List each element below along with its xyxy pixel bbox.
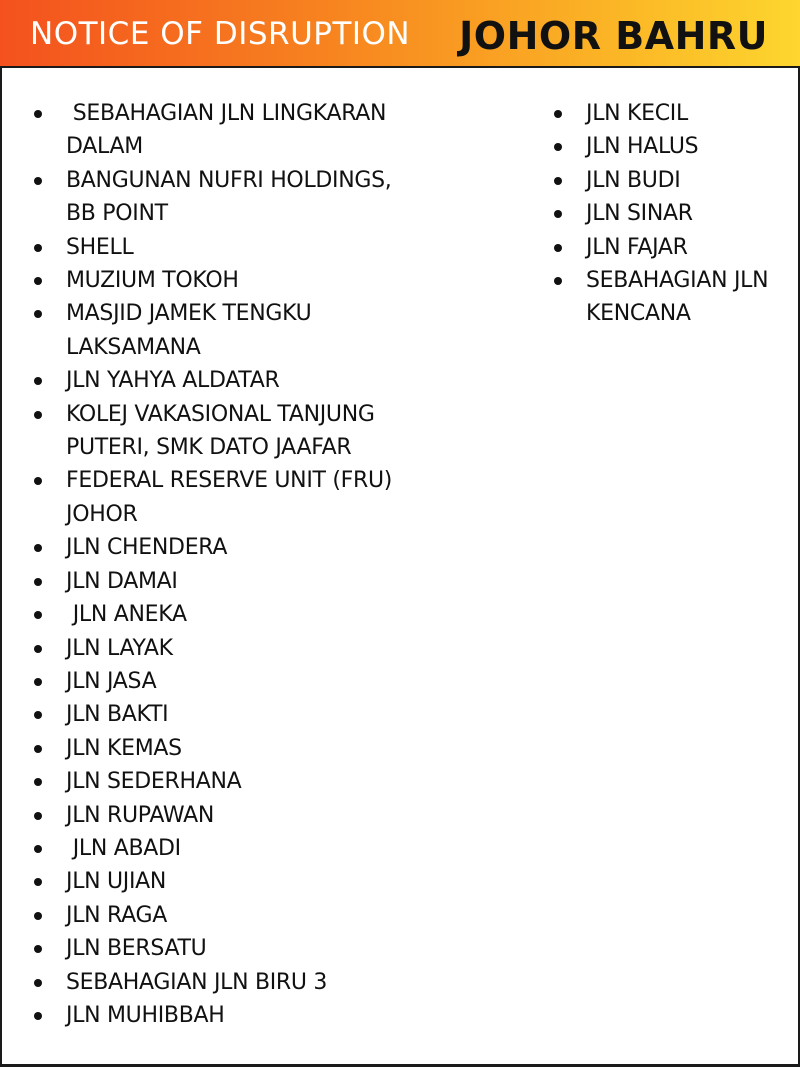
list-item-label: JLN MUHIBBAH — [66, 1002, 225, 1028]
list-item-label: JLN SINAR — [586, 201, 693, 227]
list-item-label: JLN FAJAR — [586, 234, 688, 260]
list-item — [32, 97, 432, 164]
list-item — [32, 464, 432, 531]
list-item-label: JLN LAYAK — [66, 635, 173, 661]
list-item — [32, 698, 432, 731]
list-item — [32, 665, 432, 698]
list-item — [32, 164, 432, 231]
list-item — [552, 97, 800, 130]
list-item-label: BANGUNAN NUFRI HOLDINGS, BB POINT — [66, 167, 392, 227]
list-item — [32, 531, 432, 564]
notice-header — [0, 0, 800, 68]
list-item — [552, 164, 800, 197]
list-item-label: JLN KEMAS — [66, 735, 182, 761]
list-item-label: JLN ANEKA — [66, 602, 187, 628]
list-item — [32, 598, 432, 631]
list-item — [552, 231, 800, 264]
list-item-label: JLN CHENDERA — [66, 535, 228, 561]
list-item — [32, 231, 432, 264]
list-item-label: JLN JASA — [66, 668, 157, 694]
list-item — [32, 799, 432, 832]
location-title: JOHOR BAHRU — [459, 14, 768, 58]
list-item-label: JLN BAKTI — [66, 702, 169, 728]
list-item — [552, 197, 800, 230]
list-item-label: JLN UJIAN — [66, 869, 167, 895]
list-item — [32, 966, 432, 999]
list-item-label: JLN BERSATU — [66, 936, 207, 962]
list-item-label: SEBAHAGIAN JLN KENCANA — [586, 268, 769, 327]
list-item — [32, 865, 432, 898]
list-item-label: JLN ABADI — [66, 835, 181, 861]
affected-areas-list-right — [552, 97, 800, 331]
notice-title: NOTICE OF DISRUPTION — [30, 16, 411, 52]
list-item — [32, 832, 432, 865]
list-item-label: JLN BUDI — [586, 167, 681, 193]
list-item-label: MASJID JAMEK TENGKU LAKSAMANA — [66, 301, 312, 360]
list-item — [32, 364, 432, 397]
list-item-label: JLN RUPAWAN — [66, 802, 215, 828]
list-item — [32, 932, 432, 965]
list-item-label: JLN SEDERHANA — [66, 769, 242, 795]
list-item-label: SEBAHAGIAN JLN LINGKARAN DALAM — [66, 101, 387, 160]
list-item — [32, 765, 432, 798]
list-item-label: JLN YAHYA ALDATAR — [66, 368, 280, 394]
list-item-label: FEDERAL RESERVE UNIT (FRU) JOHOR — [66, 468, 393, 527]
list-item — [32, 297, 432, 364]
list-item — [32, 398, 432, 465]
list-item-label: SHELL — [66, 234, 134, 260]
list-item — [32, 565, 432, 598]
affected-areas-list-left — [32, 97, 432, 1032]
list-item — [32, 999, 432, 1032]
list-item — [32, 732, 432, 765]
list-item — [32, 264, 432, 297]
list-item — [32, 899, 432, 932]
list-item-label: JLN RAGA — [66, 902, 167, 928]
list-item — [552, 264, 800, 331]
list-item-label: JLN KECIL — [586, 101, 688, 126]
list-item-label: SEBAHAGIAN JLN BIRU 3 — [66, 969, 328, 995]
list-item-label: KOLEJ VAKASIONAL TANJUNG PUTERI, SMK DATO JAAFAR — [66, 401, 375, 461]
list-item — [32, 632, 432, 665]
list-item-label: JLN DAMAI — [66, 568, 178, 594]
list-item-label: MUZIUM TOKOH — [66, 268, 239, 294]
list-item-label: JLN HALUS — [586, 134, 699, 160]
list-item — [552, 130, 800, 163]
